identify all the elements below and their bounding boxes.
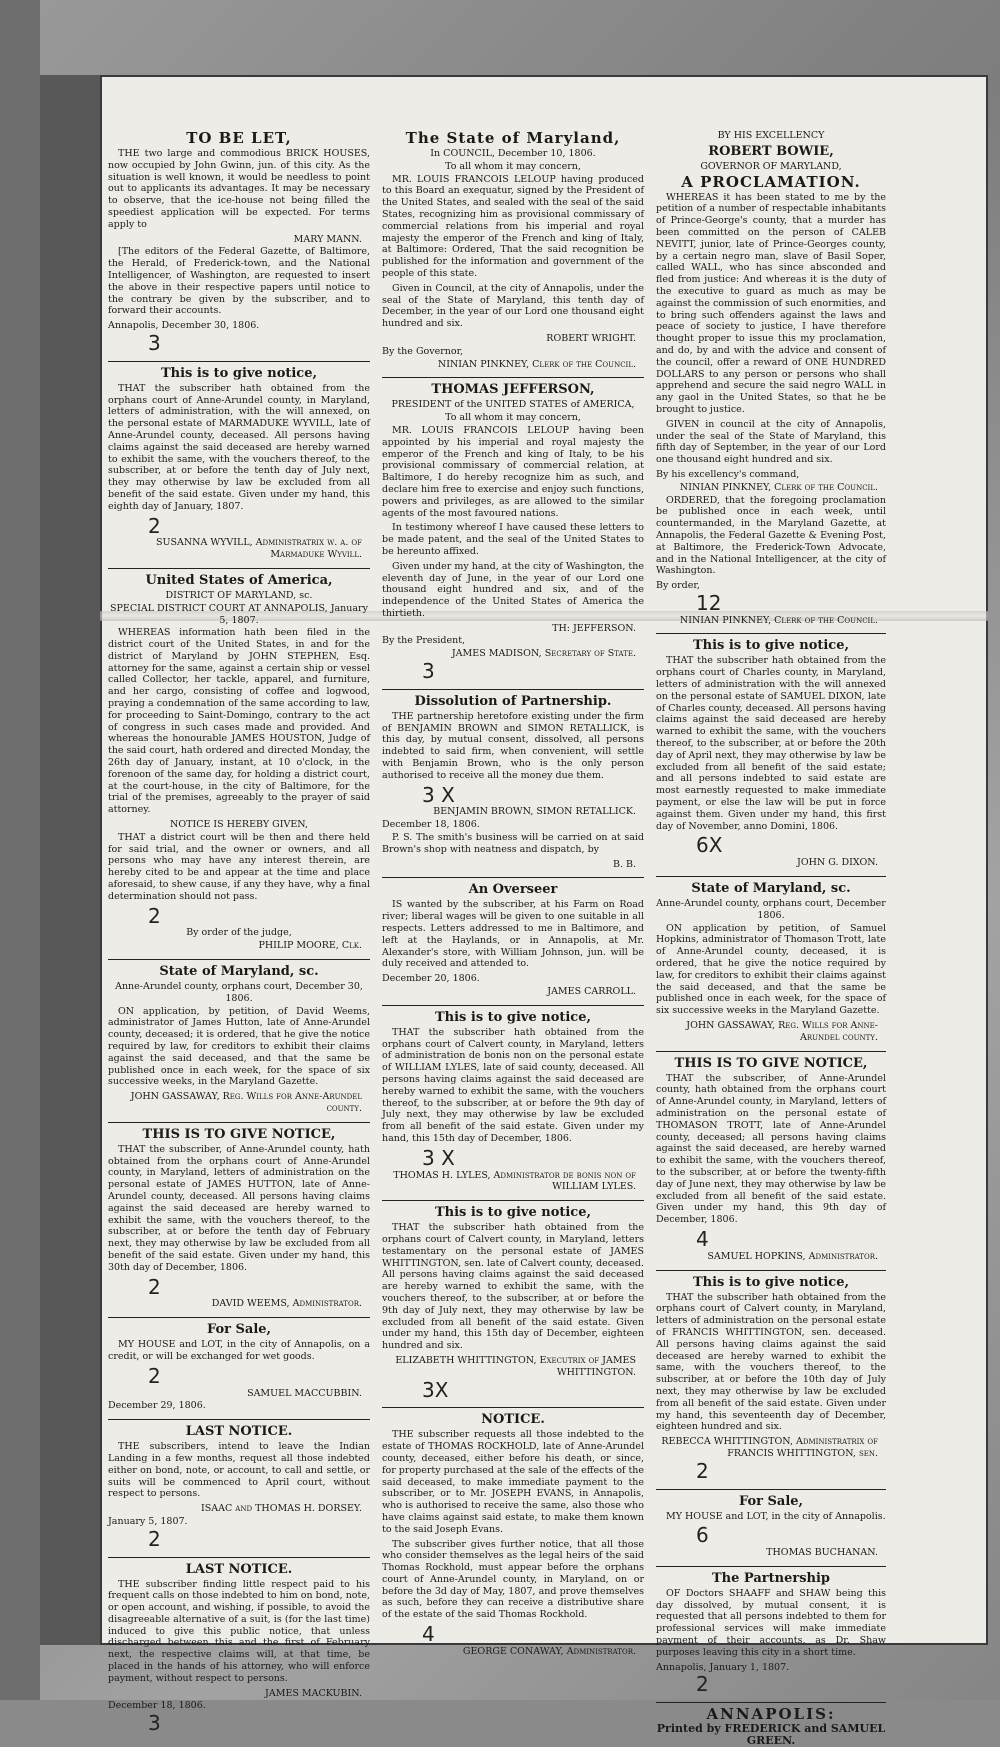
notice-date: Annapolis, December 30, 1806. — [108, 320, 260, 332]
notice-date: December 20, 1806. — [382, 973, 480, 985]
handwritten-mark: 2 — [148, 1274, 161, 1299]
notice-heading: State of Maryland, sc. — [691, 881, 851, 897]
divider — [656, 1702, 886, 1703]
notice-signature: NINIAN PINKNEY, Clerk of the Council. — [679, 481, 878, 493]
divider — [382, 689, 644, 690]
notice-dissolution — [382, 694, 644, 871]
notice-heading: NOTICE. — [481, 1412, 545, 1428]
notice-heading: For Sale, — [738, 1493, 804, 1509]
notice-subheading: To all whom it may concern, — [445, 412, 581, 424]
notice-by: By order, — [656, 580, 700, 592]
notice-signature: JOHN GASSAWAY, Reg. Wills for Anne-Arundel county. — [686, 1020, 878, 1043]
notice-date: December 18, 1806. — [108, 1700, 206, 1712]
notice-body: THAT the subscriber, of Anne-Arundel county, hath obtained from the orphans court of Anne-Arundel county, in Maryland, letters of administration on the personal estate of THOMASON TROTT, late of Anne-Arundel county, deceased; all persons having claims against the said deceased, are hereby warned to exhibit the same, with the vouchers thereof, to the subscriber, at or before the twenty-fifth day of June next, they may otherwise by law be excluded from all benefit of the said estate. Given under my hand, this 9th day of December, 1806. — [656, 1072, 886, 1226]
notice-date: December 29, 1806. — [108, 1400, 206, 1412]
divider — [656, 633, 886, 634]
divider — [656, 876, 886, 877]
handwritten-mark: 2 — [148, 513, 161, 538]
notice-heading: State of Maryland, sc. — [159, 964, 319, 980]
handwritten-mark: 2 — [696, 1672, 709, 1697]
notice-signature: ROBERT WRIGHT. — [546, 332, 636, 344]
notice-trott — [656, 1056, 886, 1263]
notice-subheading: NOTICE IS HEREBY GIVEN, — [170, 819, 308, 831]
notice-partnership — [656, 1571, 886, 1695]
notice-body: Given under my hand, at the city of Washington, the eleventh day of June, in the year of our Lord one thousand eight hundred and six, and of the independence of the United States of America the thirtieth. — [382, 560, 644, 619]
notice-body: Given in Council, at the city of Annapolis, under the seal of the State of Maryland, this tenth day of December, in the year of our Lord one thousand eight hundred and six. — [382, 282, 644, 330]
handwritten-mark: 3X — [422, 1377, 449, 1402]
notice-body: GIVEN in council at the city of Annapolis, under the seal of the State of Maryland, this fifth day of September, in the year of our Lord one thousand eight hundred and six. — [656, 418, 886, 466]
notice-body: THE subscriber finding little respect paid to his frequent calls on those indebted to him on bond, note, or open account, and wishing, if possible, to avoid the disagreeable alternative of a suit, is (for the last time) induced to give this public notice, that unless discharged between this and the first of February next, the respective claims will, at that time, be placed in the hands of his attorney, who will enforce payment, without respect to persons. — [108, 1578, 370, 1684]
notice-body: ON application by petition, of Samuel Hopkins, administrator of Thomason Trott, late of Anne-Arundel county, deceased, it is ordered, that he give the notice required by law, for creditors to exhibit their claims against the said deceased, and that the same be published once in each week, for the space of six successive weeks in the Maryland Gazette. — [656, 922, 886, 1017]
notice-wyvill — [108, 366, 370, 561]
handwritten-mark: 2 — [148, 1363, 161, 1388]
divider — [382, 877, 644, 878]
notice-by: By the President, — [382, 635, 466, 647]
newspaper-page — [40, 75, 988, 1747]
notice-body: WHEREAS it has been stated to me by the petition of a number of respectable inhabitants of Prince-George's county, that a murder has been committed on the person of CALEB NEVITT, junior, late of Prince-Georges county, by a certain negro man, slave of Basil Soper, called WALL, who has since absconded and fled from justice: And whereas it is the duty of the executive to guard as much as may be against the commission of such enormities, and to bring such offenders against the laws and peace of society to justice, I have therefore thought proper to issue this my proclamation, and do, by and with the advice and consent of the council, offer a reward of ONE HUNDRED DOLLARS to any person or persons who shall apprehend and secure the said negro WALL in any gaol in the United States, so that he be brought to justice. — [656, 191, 886, 415]
notice-heading: LAST NOTICE. — [185, 1561, 293, 1577]
imprint-city: ANNAPOLIS: — [706, 1705, 836, 1724]
notice-date: Annapolis, January 1, 1807. — [656, 1661, 790, 1673]
notice-order: By order of the judge, — [186, 927, 292, 939]
notice-signature: JAMES MACKUBIN. — [265, 1687, 362, 1699]
notice-body: OF Doctors SHAAFF and SHAW being this day dissolved, by mutual consent, it is requested that all persons indebted to them for professional services will make immediate payment of their accounts, as Dr. Shaw purposes leaving this city in a short time. — [656, 1587, 886, 1658]
notice-signature: SAMUEL HOPKINS, Administrator. — [707, 1250, 878, 1262]
notice-signature: TH: JEFFERSON. — [552, 622, 636, 634]
notice-last-dorsey — [108, 1424, 370, 1549]
notice-heading: This is to give notice, — [434, 1205, 592, 1221]
handwritten-mark: 3 X — [422, 1145, 455, 1170]
notice-date: January 5, 1807. — [108, 1515, 188, 1527]
notice-heading: An Overseer — [468, 882, 558, 898]
notice-subheading: To all whom it may concern, — [445, 160, 581, 172]
handwritten-mark: 3 — [148, 1711, 161, 1736]
notice-body: WHEREAS information hath been filed in the district court of the United States, in and for the district of Maryland by JOHN STEPHEN, Esq. attorney for the same, against a certain ship or vessel called Collector, her tackle, apparel, and furniture, and her cargo, consisting of coffee and logwood, praying a condemnation of the same according to law, for proceeding to Saint-Domingo, contrary to the act of congress in such cases made and provided. And whereas the honourable JAMES HOUSTON, Judge of the said court, hath ordered and directed Monday, the 26th day of January, instant, at 10 o'clock, in the forenoon of the same day, for holding a district court, at the court-house, in the city of Baltimore, for the trial of the premises, agreeably to the prayer of said attorney. — [108, 627, 370, 816]
notice-signature: ISAAC and THOMAS H. DORSEY. — [201, 1503, 362, 1515]
divider — [108, 568, 370, 569]
notice-hutton — [108, 1127, 370, 1310]
handwritten-mark: 3 X — [422, 782, 455, 807]
notice-heading: TO BE LET, — [186, 129, 292, 147]
notice-signature: NINIAN PINKNEY, Clerk of the Council. — [437, 358, 636, 370]
notice-whittington-francis — [656, 1275, 886, 1482]
notice-editors: [The editors of the Federal Gazette, of Baltimore, the Herald, of Frederick-town, and the National Intelligencer, of Washington, are requested to insert the above in their respective papers until notice to the contrary be given by the subscriber, and to forward their accounts. — [108, 246, 370, 317]
notice-heading: This is to give notice, — [160, 365, 318, 381]
handwritten-mark: 2 — [696, 1458, 709, 1483]
divider — [108, 959, 370, 960]
notice-state-weems — [108, 964, 370, 1115]
notice-signature: MARY MANN. — [293, 233, 362, 245]
notice-signature: DAVID WEEMS, Administrator. — [211, 1298, 362, 1310]
handwritten-mark: 3 — [148, 330, 161, 355]
notice-body: THAT the subscriber hath obtained from the orphans court of Calvert county, in Maryland, letters of administration de bonis non on the personal estate of WILLIAM LYLES, late of said county, deceased. All persons having claims against the said deceased are hereby warned to exhibit the same, with the vouchers thereof, to the subscriber, at or before the 9th day of July next, they may otherwise by law be excluded from all benefit of the said estate. Given under my hand, this 15th day of December, 1806. — [382, 1026, 644, 1144]
notice-by: By the Governor, — [382, 345, 464, 357]
notice-subheading: Anne-Arundel county, orphans court, December 1806. — [656, 898, 886, 921]
notice-subheading: PRESIDENT of the UNITED STATES of AMERICA, — [391, 399, 635, 411]
notice-signature: SUSANNA WYVILL, Administratrix w. a. of Marmaduke Wyvill. — [155, 537, 362, 561]
notice-signature: B. B. — [612, 858, 636, 870]
notice-body: MY HOUSE and LOT, in the city of Annapolis, on a credit, or will be exchanged for wet goods. — [108, 1339, 370, 1362]
divider — [108, 1557, 370, 1558]
notice-body: THAT a district court will be then and there held for said trial, and the owner or owners, and all persons who may have any interest therein, are hereby cited to be and appear at the time and place aforesaid, to shew cause, if any they have, why a final determination should not pass. — [108, 831, 370, 902]
notice-signature: SAMUEL MACCUBBIN. — [247, 1387, 362, 1399]
notice-for-sale-maccubbin — [108, 1322, 370, 1412]
notice-heading: THOMAS JEFFERSON, — [431, 382, 595, 398]
notice-state-council — [382, 131, 644, 370]
notice-body: THE subscriber requests all those indebted to the estate of THOMAS ROCKHOLD, late of Anne-Arundel county, deceased, either before his death, or since, for property purchased at the sale of the effects of the said deceased, to make immediate payment to the subscriber, or to Mr. JOSEPH EVANS, in Annapolis, who is authorised to receive the same, also those who have claims against said estate, to make them known to the said Joseph Evans. — [382, 1429, 645, 1535]
notice-by: By his excellency's command, — [656, 468, 800, 480]
imprint-printer: Printed by FREDERICK and SAMUEL GREEN. — [656, 1722, 886, 1747]
handwritten-mark: 4 — [422, 1622, 435, 1647]
notice-for-sale-buchanan — [656, 1494, 886, 1559]
notice-body: THAT the subscriber hath obtained from the orphans court of Calvert county, in Maryland, letters testamentary on the personal estate of JAMES WHITTINGTON, sen. late of Calvert county, deceased. All persons having claims against the said deceased are hereby warned to exhibit the same, with the vouchers thereof, to the subscriber, at or before the 9th day of July next, they may otherwise by law be excluded from all benefit of the said estate. Given under my hand, this 15th day of December, eighteen hundred and six. — [382, 1222, 644, 1352]
divider — [382, 1407, 644, 1408]
notice-subheading: DISTRICT OF MARYLAND, sc. — [165, 589, 313, 601]
notice-heading: LAST NOTICE. — [185, 1424, 293, 1440]
handwritten-mark: 2 — [148, 903, 161, 928]
notice-heading: THIS IS TO GIVE NOTICE, — [674, 1055, 868, 1071]
notice-heading: A PROCLAMATION. — [681, 172, 861, 191]
notice-signature: REBECCA WHITTINGTON, Administratrix of FRANCIS WHITTINGTON, sen. — [661, 1436, 878, 1459]
notice-lyles — [382, 1010, 644, 1193]
divider — [108, 1317, 370, 1318]
notice-body: IS wanted by the subscriber, at his Farm on Road river; liberal wages will be given to one suitable in all respects. Letters addressed to me in Baltimore, and left at the Haylands, or in Annapolis, at Mr. Alexander's store, with William Johnson, jun. will be duly received and attended to. — [382, 899, 644, 970]
notice-body: MY HOUSE and LOT, in the city of Annapolis. — [666, 1510, 886, 1522]
notice-to-be-let — [108, 131, 370, 354]
notice-date: December 18, 1806. — [382, 819, 480, 831]
notice-heading: This is to give notice, — [692, 638, 850, 654]
notice-heading: This is to give notice, — [692, 1274, 850, 1290]
notice-body: THE partnership heretofore existing under the firm of BENJAMIN BROWN and SIMON RETALLICK, is this day, by mutual consent, dissolved, all persons indebted to said firm, when convenient, will settle with Benjamin Brown, who is the only person authorised to receive all the money due them. — [382, 710, 644, 781]
notice-subheading: SPECIAL DISTRICT COURT AT ANNAPOLIS, January 5, 1807. — [110, 602, 368, 626]
notice-dixon — [656, 638, 886, 869]
notice-signature: THOMAS H. LYLES, Administrator de bonis non of WILLIAM LYLES. — [393, 1169, 636, 1193]
handwritten-mark: 12 — [696, 590, 722, 615]
notice-signature: GEORGE CONAWAY, Administrator. — [462, 1645, 636, 1657]
divider — [656, 1270, 886, 1271]
notice-united-states — [108, 573, 370, 952]
divider — [108, 1419, 370, 1420]
notice-heading: The Partnership — [712, 1570, 830, 1586]
divider — [382, 1200, 644, 1201]
notice-body: The subscriber gives further notice, that all those who consider themselves as the legal heirs of the said Thomas Rockhold, must appear before the orphans court of Anne-Arundel county, in Maryland, on or before the 3d day of May, 1807, and prove themselves as such, before they can receive a distributive share of the estate of the said Thomas Rockhold. — [382, 1538, 644, 1621]
notice-heading: This is to give notice, — [434, 1009, 592, 1025]
divider — [108, 361, 370, 362]
notice-whittington-james — [382, 1205, 644, 1400]
notice-signature: NINIAN PINKNEY, Clerk of the Council. — [679, 614, 878, 626]
notice-heading: United States of America, — [145, 572, 333, 588]
notice-signature: JOHN G. DIXON. — [797, 857, 878, 869]
handwritten-mark: 4 — [696, 1226, 709, 1251]
notice-signature: JAMES MADISON, Secretary of State. — [451, 648, 636, 660]
notice-subheading: BY HIS EXCELLENCY — [717, 130, 825, 141]
notice-body: THAT the subscriber, of Anne-Arundel county, hath obtained from the orphans court of Anne-Arundel county, in Maryland, letters of administration on the personal estate of JAMES HUTTON, late of Anne-Arundel county, deceased. All persons having claims against the said deceased are hereby warned to exhibit the same, with the vouchers thereof, to the subscriber, at or before the tenth day of February next, they may otherwise by law be excluded from all benefit of the said estate. Given under my hand, this 30th day of December, 1806. — [108, 1143, 370, 1273]
binding-shadow — [0, 0, 40, 1700]
notice-heading: ROBERT BOWIE, — [708, 143, 834, 159]
notice-signature: THOMAS BUCHANAN. — [766, 1547, 878, 1559]
notice-body: ORDERED, that the foregoing proclamation be published once in each week, until countermanded, in the Maryland Gazette, at Annapolis, the Federal Gazette & Evening Post, at Baltimore, the Frederick-Town Advocate, and in the National Intelligencer, at the city of Washington. — [656, 494, 886, 577]
divider — [108, 1122, 370, 1123]
notice-body: In testimony whereof I have caused these letters to be made patent, and the seal of the United States to be hereunto affixed. — [382, 522, 644, 557]
notice-state-hopkins — [656, 881, 886, 1044]
notice-body: THE two large and commodious BRICK HOUSES, now occupied by John Gwinn, jun. of this city. As the situation is well known, it would be needless to point out to applicants its advantages. It may be necessary to observe, that the ice-house not being filled the speediest application will be expected. For terms apply to — [108, 148, 370, 230]
notice-body: MR. LOUIS FRANCOIS LELOUP having produced to this Board an exequatur, signed by the President of the United States, and sealed with the seal of the said States, recognizing him as provisional commissary of commercial relations from his imperial and royal majesty the emperor of the French and king of Italy, at Baltimore: Ordered, That the said recognition be published for the information and government of the people of this state. — [382, 173, 644, 279]
column-1 — [108, 129, 370, 1736]
notice-body: MR. LOUIS FRANCOIS LELOUP having been appointed by his imperial and royal majesty the emperor of the French and king of Italy, to be his provisional commissary of commercial relation, at Baltimore, I do hereby recognize him as such, and declare him free to exercise and enjoy such functions, powers and privileges, as are allowed to the similar agents of the most favoured nations. — [382, 424, 644, 519]
handwritten-mark: 6 — [696, 1523, 709, 1548]
notice-body: THAT the subscriber hath obtained from the orphans court of Anne-Arundel county, in Maryland, letters of administration, with the will annexed, on the personal estate of MARMADUKE WYVILL, late of Anne-Arundel county, deceased. All persons having claims against the said deceased are hereby warned to exhibit the same, with the vouchers thereof, to the subscriber, at or before the tenth day of July next, they may otherwise by law be excluded from all benefit of the said estate. Given under my hand, this eighth day of January, 1807. — [108, 382, 370, 512]
notice-heading: The State of Maryland, — [405, 129, 621, 147]
divider — [382, 1005, 644, 1006]
notice-signature: JAMES CARROLL. — [547, 986, 636, 998]
notice-last-mackubin — [108, 1562, 370, 1735]
handwritten-mark: 6X — [696, 833, 723, 858]
notice-subheading: GOVERNOR OF MARYLAND, — [700, 160, 842, 172]
divider — [656, 1489, 886, 1490]
notice-body: THAT the subscriber hath obtained from the orphans court of Charles county, in Maryland, letters of administration with the will annexed on the personal estate of SAMUEL DIXON, late of Charles county, deceased. All persons having claims against the said deceased are hereby warned to exhibit the same, with the vouchers thereof, to the subscriber, at or before the 20th day of April next, they may otherwise by law be excluded from all benefit of the said estate; and all persons indebted to said estate are most earnestly requested to make immediate payment, or else the law will be put in force against them. Given under my hand, this first day of November, anno Domini, 1806. — [656, 655, 886, 832]
notice-body: ON application, by petition, of David Weems, administrator of James Hutton, late of Anne-Arundel county, deceased; it is ordered, that he give the notice required by law, for creditors to exhibit their claims against the said deceased, and that the same be published once in each week, for the space of six successive weeks, in the Maryland Gazette. — [108, 1005, 370, 1088]
notice-heading: Dissolution of Partnership. — [414, 693, 612, 709]
notice-heading: THIS IS TO GIVE NOTICE, — [142, 1126, 336, 1142]
notice-jefferson — [382, 382, 644, 682]
handwritten-mark: 3 — [422, 659, 435, 684]
column-3 — [656, 129, 886, 1747]
notice-overseer — [382, 882, 644, 997]
notice-postscript: P. S. The smith's business will be carried on at said Brown's shop with neatness and dispatch, by — [382, 832, 644, 855]
notice-rockhold — [382, 1412, 644, 1657]
notice-body: THE subscribers, intend to leave the Indian Landing in a few months, request all those indebted either on bond, note, or account, to call and settle, or suits will be commenced to April court, without respect to persons. — [108, 1441, 370, 1500]
divider — [382, 377, 644, 378]
notice-subheading: Anne-Arundel county, orphans court, December 30, 1806. — [115, 981, 363, 1004]
notice-heading: For Sale, — [206, 1322, 272, 1338]
notice-subheading: In COUNCIL, December 10, 1806. — [430, 148, 596, 159]
notice-signature: BENJAMIN BROWN, SIMON RETALLICK. — [433, 806, 636, 818]
handwritten-mark: 2 — [148, 1526, 161, 1551]
divider — [656, 1051, 886, 1052]
column-2 — [382, 129, 645, 1657]
notice-signature: ELIZABETH WHITTINGTON, Executrix of JAMES WHITTINGTON. — [395, 1354, 636, 1378]
notice-body: THAT the subscriber hath obtained from the orphans court of Calvert county, in Maryland, letters of administration on the personal estate of FRANCIS WHITTINGTON, sen. deceased. All persons having claims against the said deceased are hereby warned to exhibit the same, with the vouchers thereof, to the subscriber, at or before the 10th day of July next, they may otherwise by law be excluded from all benefit of the said estate. Given under my hand, this seventeenth day of December, eighteen hundred and six. — [656, 1291, 886, 1433]
notice-signature: JOHN GASSAWAY, Reg. Wills for Anne-Arundel county. — [130, 1091, 362, 1114]
notice-proclamation — [656, 130, 886, 626]
divider — [656, 1566, 886, 1567]
notice-signature: PHILIP MOORE, Clk. — [258, 940, 362, 952]
